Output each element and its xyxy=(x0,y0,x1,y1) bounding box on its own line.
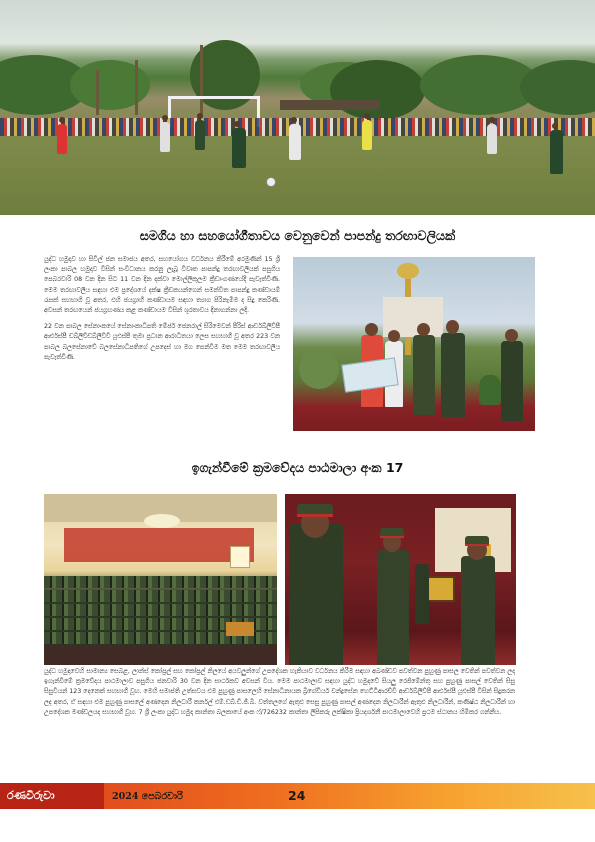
article-paragraph: යුද්ධ හමුදාවෙහි සාමාන්‍ය සෙබළ, ලාන්ස් කෝප්‍රල් සහ කෝප්‍රල් නිලයේ අයවලුන්ගේ උපදේශක හැකියාව වර්ධනය කිරීම සඳහා අඛණ්ඩව පවත්වන පුහුණු පාසල වෙතින් පවත්වන ලද ඉගැන්වීමේ ක්‍රමවේදය පාඨමාලාව පසුගිය ජනවාරි 30 වන දින සාර්ථකව අවසන් විය. මෙම පාඨමාලාව සඳහා යුද්ධ හමුදාවේ සියලු රෙජිමේන්තු සහ පුහුණු පාසල් වෙතින් සිසු සිසුවියන් 123 දෙනෙක් සහභාගී වූහ. මෙහි සමාප්ති උත්සවය එම පුහුණු පාසලෙහි සේනාධිනායක බ්‍රිගේඩියර් චන්ද්‍රසේන හෙට්ටිආරච්චි ආර්ඩබ්ලිව්පී ආර්එස්පී යූඑස්පී විසින් සිදුකරන ලද අතර, ඒ සඳහා එම පුහුණු පාසලේ අණදෙන නිලධාරී කර්නල් එම්.ඩබ්.ඩී.ජී.බී. වත්තලගේ ඇතුළු සෙසු පුහුණු පාසල් අණදෙන නිලධාරීන් ඇතුළු නිලධාරීන්, කණිෂ්ඨ නිලධාරීන් හා උපදේශක මණ්ඩලයද සහභාගී වූහ. 7 ශ්‍රී ලංකා යුද්ධ හමුදා කාන්තා බලකායේ අංක ෆ්/726232 කාන්තා ලිපිකරු ලක්ෂිකා ප්‍රියදර්ශනී පාඨමාලාවෙහි ප්‍රථම ස්ථානය හිමිකර ගන්නීය. xyxy=(44,668,515,716)
page-number: 24 xyxy=(288,788,306,803)
article-body-course xyxy=(44,667,515,718)
football-match-photo xyxy=(0,0,595,215)
award-ceremony-photo xyxy=(293,257,535,431)
magazine-logo: රණවිරුවා xyxy=(7,789,55,802)
auditorium-photo xyxy=(44,494,277,665)
article-paragraph: යුද්ධ හමුදාව හා සිවිල් ජන සමාජය අතර, සහයෝගය වර්ධනය කිරීමේ අරමුණින් 15 ශ්‍රී ලංකා පාබල හමුදාව විසින් සංවිධානය කරනු ලැබූ විවෘත පාපන්දු තරඟාවලියක් පසුගිය පෙබරවාරි 08 වන දින සිට 11 වන දින දක්වා මොල්ලිකුලම ක්‍රීඩාංගණයේදී පැවැත්විණි. මෙම තරඟාවලිය සඳහා එම ප්‍රදේශයේ දක්ෂ ක්‍රීඩකයන්ගෙන් සමන්විත පාපන්දු කණ්ඩායම් රැසක් සහභාගි වූ අතර, එහි ජයග්‍රාහී කණ්ඩායම සඳහා ත්‍යාග පිරිනැමීම ද සිදු කෙරිණි. අවසන් තරඟයෙන් ජයග්‍රහණය කළ කණ්ඩායම විසින් ශූරතාවය දිනාගන්නා ලදි. xyxy=(44,256,280,315)
certificate-presentation-photo xyxy=(285,494,516,665)
article-body-football xyxy=(44,255,280,363)
issue-date: 2024 පෙබරවාරි xyxy=(112,791,183,802)
article-heading-course: ඉගැන්වීමේ ක්‍රමවේදය පාඨමාලා අංක 17 xyxy=(191,460,404,475)
article-heading-football: සමගිය හා සහයෝගීතාවය වෙනුවෙන් පාපන්දු තරඟාවලියක් xyxy=(139,228,456,243)
article-paragraph: 22 වන පාබල සේනාංකයේ සේනාංකාධිපති මේජර් ජෙනරාල් සිරිමෙවන් පීරිස් ආර්ඩබ්ලිව්පී ආර්එස්පී ඩබ්ලිව්ඩබ්ලිව්වී යූඑස්පී තුමා ප්‍රධාන ආරාධිතයා ලෙස සහභාගී වූ අතර 223 වන පාබල බලසේනාවේ බලසේනාධිපතිගේ උපදෙස් හා මග පෙන්වීම මත මෙම තරඟාවලිය පැවැත්විණි. xyxy=(44,323,280,361)
